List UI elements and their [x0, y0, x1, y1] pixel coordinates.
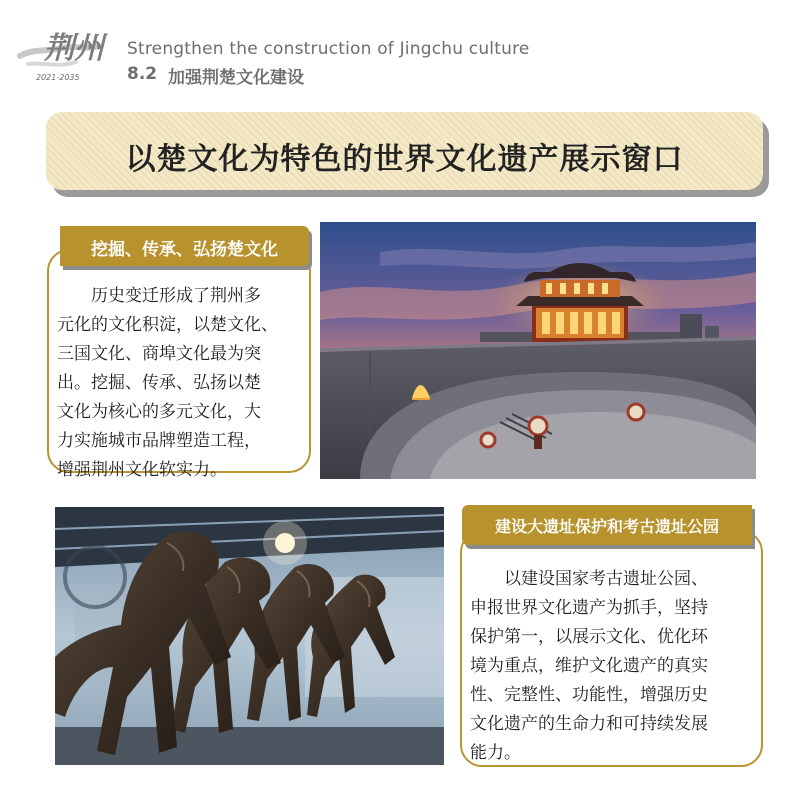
section1-label: [60, 226, 309, 266]
header-subtitle-en: Strengthen the construction of Jingchu culture: [127, 39, 530, 59]
section2-line: 文化遗产的生命力和可持续发展: [470, 714, 708, 734]
jingzhou-logo: [14, 18, 114, 90]
section1-line: 力实施城市品牌塑造工程，: [57, 431, 261, 451]
section2-line: 保护第一，以展示文化、优化环: [470, 627, 708, 647]
section2-line: 境为重点，维护文化遗产的真实: [470, 656, 708, 676]
section-title-cn: 加强荆楚文化建设: [168, 68, 304, 88]
main-title-banner: [46, 112, 763, 190]
section2-line: 申报世界文化遗产为抓手，坚持: [470, 598, 708, 618]
section1-line: 增强荆州文化软实力。: [57, 460, 227, 480]
main-title: 以楚文化为特色的世界文化遗产展示窗口: [125, 142, 684, 177]
logo-char-jing: 荆州: [44, 31, 104, 66]
section2-body: [470, 565, 760, 768]
logo-years: 2021-2035: [36, 73, 80, 82]
section1-line: 元化的文化积淀，以楚文化、: [57, 315, 278, 335]
section1-line: 文化为核心的多元文化，大: [57, 402, 261, 422]
section2-line: 以建设国家考古遗址公园、: [470, 569, 708, 589]
section2-label: [462, 505, 752, 545]
section-number: 8.2: [127, 64, 158, 84]
bronze-horses-photo: [55, 507, 444, 765]
section1-line: 出。挖掘、传承、弘扬以楚: [57, 373, 261, 393]
section2-line: 性、完整性、功能性，增强历史: [470, 685, 708, 705]
section1-line: 历史变迁形成了荆州多: [57, 286, 261, 306]
section1-body: [57, 282, 311, 485]
city-gate-photo: [320, 222, 756, 479]
section2-line: 能力。: [470, 743, 521, 763]
section1-line: 三国文化、商埠文化最为突: [57, 344, 261, 364]
section2-label-text: 建设大遗址保护和考古遗址公园: [494, 517, 719, 536]
section1-label-text: 挖掘、传承、弘扬楚文化: [91, 240, 278, 260]
